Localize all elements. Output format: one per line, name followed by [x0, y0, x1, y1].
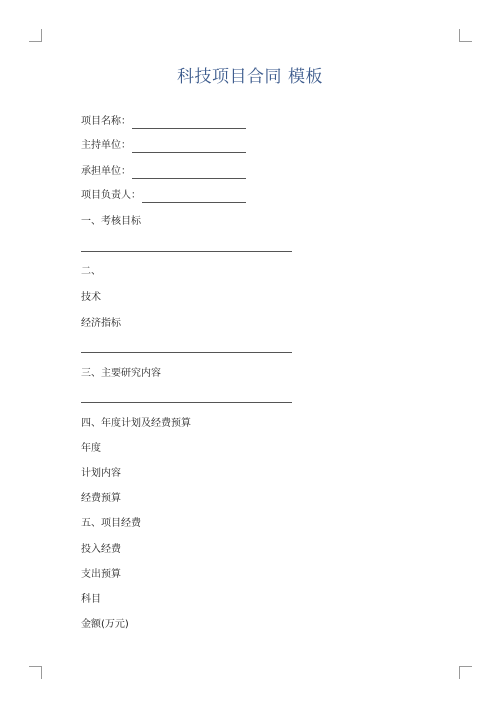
answer-rule — [81, 352, 292, 353]
section-two: 二、 — [81, 266, 101, 277]
field-undertaking-unit-blank[interactable] — [132, 169, 246, 179]
field-project-name-label: 项目名称： — [81, 116, 131, 127]
item-amount: 金额(万元) — [81, 619, 129, 630]
field-host-unit — [81, 139, 246, 153]
item-year: 年度 — [81, 443, 101, 454]
crop-mark-bottom-left — [29, 666, 42, 679]
field-project-name-blank[interactable] — [132, 119, 246, 129]
field-host-unit-label: 主持单位： — [81, 140, 131, 151]
answer-rule — [81, 251, 292, 252]
section-project-funding: 五、项目经费 — [81, 518, 141, 529]
item-input-funding: 投入经费 — [81, 544, 121, 555]
section-annual-plan: 四、年度计划及经费预算 — [81, 418, 191, 429]
item-subject: 科目 — [81, 594, 101, 605]
field-host-unit-blank[interactable] — [132, 143, 246, 153]
crop-mark-top-right — [459, 29, 472, 42]
field-undertaking-unit-label: 承担单位： — [81, 166, 131, 177]
section-assessment-goals: 一、考核目标 — [81, 216, 141, 227]
item-technology: 技术 — [81, 292, 101, 303]
item-budget: 经费预算 — [81, 493, 121, 504]
section-main-research: 三、主要研究内容 — [81, 368, 161, 379]
field-project-leader — [81, 189, 246, 203]
item-plan-content: 计划内容 — [81, 468, 121, 479]
answer-rule — [81, 402, 292, 403]
field-undertaking-unit — [81, 165, 246, 179]
document-title: 科技项目合同 模板 — [177, 67, 323, 87]
crop-mark-bottom-right — [459, 666, 472, 679]
field-project-name — [81, 115, 246, 129]
item-expenditure-budget: 支出预算 — [81, 569, 121, 580]
field-project-leader-label: 项目负责人： — [81, 190, 141, 201]
field-project-leader-blank[interactable] — [142, 193, 246, 203]
crop-mark-top-left — [29, 29, 42, 42]
item-economic-indicators: 经济指标 — [81, 318, 121, 329]
